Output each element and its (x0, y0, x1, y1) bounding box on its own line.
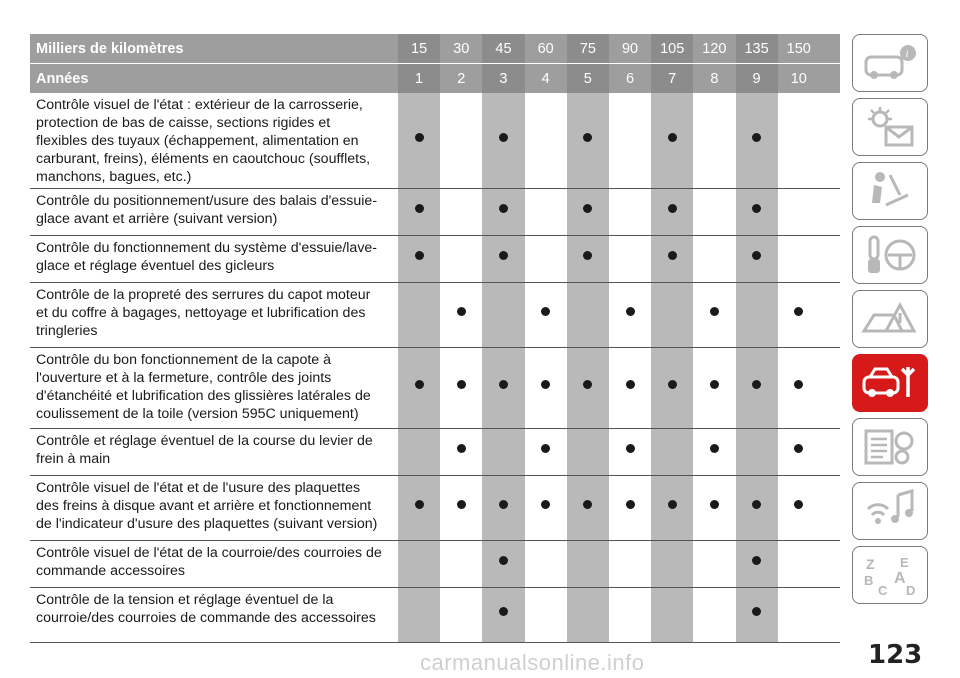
check-dot-icon (668, 380, 677, 389)
svg-text:C: C (878, 583, 888, 597)
interval-cell (525, 541, 567, 587)
row-label: Contrôle visuel de l'état : extérieur de la carrosserie, protection de bas de caisse, sections rigides et flexibles des tuyaux (échappement, alimentation en carburant, freins), éléments en caoutchouc (soufflets, manchons, bagues, etc.) (36, 97, 371, 185)
interval-cell (609, 348, 651, 428)
interval-cell (736, 588, 778, 642)
page-number: 123 (868, 640, 923, 670)
interval-cell (609, 588, 651, 642)
table-row (30, 588, 840, 643)
interval-cell (693, 541, 735, 587)
check-dot-icon (668, 500, 677, 509)
interval-cell (525, 236, 567, 282)
check-dot-icon (710, 444, 719, 453)
check-dot-icon (499, 607, 508, 616)
check-dot-icon (541, 380, 550, 389)
row-label: Contrôle du bon fonctionnement de la capote à l'ouverture et à la fermeture, contrôle des joints d'étanchéité et lubrification des glissières latérales de coulissement de la toile (version 595C uniquement) (36, 352, 371, 422)
check-dot-icon (457, 500, 466, 509)
check-dot-icon (794, 444, 803, 453)
svg-text:i: i (905, 48, 909, 60)
year-header-6: 6 (625, 70, 635, 87)
watermark: carmanualsonline.info (420, 650, 645, 675)
check-dot-icon (794, 380, 803, 389)
interval-cell (651, 476, 693, 540)
svg-text:E: E (900, 555, 909, 570)
svg-text:B: B (864, 573, 874, 588)
interval-cell (398, 429, 440, 475)
table-body (30, 93, 840, 643)
row-label: Contrôle du positionnement/usure des balais d'essuie-glace avant et arrière (suivant version) (36, 193, 378, 227)
km-header-90: 90 (621, 40, 639, 57)
interval-cell (693, 588, 735, 642)
interval-cell (736, 189, 778, 235)
interval-cell (567, 348, 609, 428)
interval-cell (609, 236, 651, 282)
car-maintenance-icon (860, 361, 920, 405)
interval-cell (482, 283, 524, 347)
svg-text:Z: Z (866, 556, 875, 572)
interval-cell (693, 236, 735, 282)
interval-cell (482, 588, 524, 642)
interval-cell (567, 93, 609, 188)
year-header-3: 3 (482, 64, 524, 93)
check-dot-icon (626, 444, 635, 453)
chapter-tab-9[interactable] (852, 546, 928, 604)
km-header-105: 105 (651, 34, 693, 63)
interval-cell (778, 93, 820, 188)
interval-cell (693, 348, 735, 428)
interval-cell (525, 189, 567, 235)
check-dot-icon (710, 307, 719, 316)
km-header-30: 30 (453, 40, 470, 57)
interval-cell (609, 283, 651, 347)
interval-cell (398, 541, 440, 587)
interval-cell (651, 348, 693, 428)
year-header-5: 5 (567, 64, 609, 93)
interval-cell (567, 283, 609, 347)
interval-cell (525, 93, 567, 188)
year-header-4: 4 (541, 70, 550, 87)
check-dot-icon (415, 380, 424, 389)
interval-cell (778, 236, 820, 282)
key-steering-wheel-icon (860, 233, 920, 277)
interval-cell (482, 541, 524, 587)
svg-text:D: D (906, 583, 916, 597)
car-info-icon (860, 41, 920, 85)
km-header-15: 15 (398, 34, 440, 63)
km-header-75: 75 (567, 34, 609, 63)
km-header-120: 120 (702, 40, 727, 57)
check-dot-icon (415, 133, 424, 142)
seat-safety-icon (860, 169, 920, 213)
km-header-150: 150 (786, 40, 811, 57)
interval-cell (778, 348, 820, 428)
interval-cell (398, 236, 440, 282)
check-dot-icon (710, 500, 719, 509)
year-header-8: 8 (710, 70, 719, 87)
chapter-tab-5[interactable] (852, 290, 928, 348)
header-row-km (30, 34, 840, 63)
interval-cell (778, 588, 820, 642)
check-dot-icon (794, 307, 803, 316)
interval-cell (440, 348, 482, 428)
check-dot-icon (710, 380, 719, 389)
maintenance-table (30, 34, 840, 643)
check-dot-icon (499, 251, 508, 260)
interval-cell (440, 236, 482, 282)
check-dot-icon (457, 307, 466, 316)
check-dot-icon (752, 607, 761, 616)
table-row (30, 189, 840, 236)
emergency-car-icon (860, 297, 920, 341)
interval-cell (736, 283, 778, 347)
interval-cell (398, 189, 440, 235)
table-row (30, 429, 840, 476)
interval-cell (609, 476, 651, 540)
chapter-tab-4[interactable] (852, 226, 928, 284)
interval-cell (525, 429, 567, 475)
check-dot-icon (583, 251, 592, 260)
check-dot-icon (668, 204, 677, 213)
interval-cell (567, 189, 609, 235)
check-dot-icon (583, 204, 592, 213)
km-label: Milliers de kilomètres (36, 41, 184, 57)
row-label: Contrôle de la tension et réglage éventuel de la courroie/des courroies de commande des accessoires (36, 592, 376, 626)
check-dot-icon (541, 307, 550, 316)
interval-cell (398, 476, 440, 540)
check-dot-icon (626, 380, 635, 389)
check-dot-icon (499, 204, 508, 213)
interval-cell (778, 189, 820, 235)
interval-cell (778, 541, 820, 587)
interval-cell (736, 236, 778, 282)
check-dot-icon (752, 251, 761, 260)
check-dot-icon (752, 500, 761, 509)
check-dot-icon (626, 307, 635, 316)
interval-cell (440, 588, 482, 642)
interval-cell (736, 348, 778, 428)
check-dot-icon (499, 500, 508, 509)
interval-cell (609, 93, 651, 188)
interval-cell (482, 348, 524, 428)
interval-cell (736, 476, 778, 540)
chapter-tab-3[interactable] (852, 162, 928, 220)
interval-cell (567, 429, 609, 475)
interval-cell (736, 93, 778, 188)
interval-cell (609, 429, 651, 475)
interval-cell (736, 541, 778, 587)
check-dot-icon (752, 133, 761, 142)
chapter-tab-8[interactable] (852, 482, 928, 540)
interval-cell (482, 236, 524, 282)
year-header-9: 9 (736, 64, 778, 93)
interval-cell (567, 588, 609, 642)
interval-cell (525, 588, 567, 642)
interval-cell (482, 429, 524, 475)
check-dot-icon (415, 204, 424, 213)
year-header-1: 1 (398, 64, 440, 93)
interval-cell (482, 189, 524, 235)
interval-cell (567, 236, 609, 282)
check-dot-icon (541, 444, 550, 453)
check-dot-icon (752, 204, 761, 213)
interval-cell (693, 93, 735, 188)
check-dot-icon (668, 133, 677, 142)
interval-cell (525, 283, 567, 347)
check-dot-icon (626, 500, 635, 509)
interval-cell (440, 189, 482, 235)
interval-cell (693, 476, 735, 540)
chapter-tab-2[interactable] (852, 98, 928, 156)
chapter-tab-6[interactable] (852, 354, 928, 412)
interval-cell (567, 476, 609, 540)
check-dot-icon (583, 380, 592, 389)
interval-cell (482, 476, 524, 540)
row-label: Contrôle visuel de l'état et de l'usure des plaquettes des freins à disque avant et arrière et fonctionnement de l'indicateur d'usure des plaquettes (suivant version) (36, 480, 378, 532)
km-header-135: 135 (736, 34, 778, 63)
check-dot-icon (415, 500, 424, 509)
row-label: Contrôle visuel de l'état de la courroie/des courroies de commande accessoires (36, 545, 382, 579)
multimedia-icon (860, 489, 920, 533)
check-dot-icon (457, 444, 466, 453)
table-row (30, 93, 840, 189)
year-columns (398, 64, 840, 93)
svg-text:A: A (894, 570, 906, 587)
interval-cell (609, 541, 651, 587)
row-label: Contrôle de la propreté des serrures du capot moteur et du coffre à bagages, nettoyage et lubrification des tringleries (36, 287, 371, 339)
check-dot-icon (794, 500, 803, 509)
interval-cell (440, 541, 482, 587)
interval-cell (736, 429, 778, 475)
interval-cell (651, 283, 693, 347)
table-row (30, 476, 840, 541)
interval-cell (778, 429, 820, 475)
interval-cell (398, 93, 440, 188)
table-row (30, 541, 840, 588)
years-label: Années (36, 71, 89, 87)
chapter-tab-7[interactable] (852, 418, 928, 476)
interval-cell (651, 93, 693, 188)
interval-cell (567, 541, 609, 587)
check-dot-icon (499, 380, 508, 389)
interval-cell (609, 189, 651, 235)
table-row (30, 236, 840, 283)
technical-data-icon (860, 425, 920, 469)
interval-cell (525, 476, 567, 540)
interval-cell (778, 476, 820, 540)
interval-cell (651, 189, 693, 235)
interval-cell (525, 348, 567, 428)
row-label: Contrôle du fonctionnement du système d'essuie/lave-glace et réglage éventuel des gicleurs (36, 240, 378, 274)
interval-cell (398, 588, 440, 642)
interval-cell (398, 348, 440, 428)
km-header-60: 60 (537, 40, 554, 57)
check-dot-icon (752, 380, 761, 389)
table-row (30, 283, 840, 348)
interval-cell (778, 283, 820, 347)
year-header-10: 10 (790, 70, 807, 87)
table-row (30, 348, 840, 429)
chapter-sidebar (852, 34, 930, 610)
interval-cell (693, 429, 735, 475)
interval-cell (651, 541, 693, 587)
interval-cell (440, 429, 482, 475)
check-dot-icon (583, 500, 592, 509)
index-letters-icon (860, 553, 920, 597)
interval-cell (482, 93, 524, 188)
interval-cell (440, 93, 482, 188)
interval-cell (440, 476, 482, 540)
check-dot-icon (457, 380, 466, 389)
header-row-years (30, 64, 840, 93)
year-header-2: 2 (457, 70, 466, 87)
check-dot-icon (668, 251, 677, 260)
year-header-7: 7 (651, 64, 693, 93)
interval-cell (693, 189, 735, 235)
interval-cell (651, 588, 693, 642)
check-dot-icon (415, 251, 424, 260)
chapter-tab-1[interactable] (852, 34, 928, 92)
check-dot-icon (499, 556, 508, 565)
check-dot-icon (583, 133, 592, 142)
km-columns (398, 34, 840, 63)
interval-cell (398, 283, 440, 347)
interval-cell (651, 236, 693, 282)
interval-cell (693, 283, 735, 347)
check-dot-icon (541, 500, 550, 509)
km-header-45: 45 (482, 34, 524, 63)
warning-lights-icon (860, 105, 920, 149)
row-label: Contrôle et réglage éventuel de la course du levier de frein à main (36, 433, 373, 467)
check-dot-icon (752, 556, 761, 565)
interval-cell (440, 283, 482, 347)
interval-cell (651, 429, 693, 475)
check-dot-icon (499, 133, 508, 142)
